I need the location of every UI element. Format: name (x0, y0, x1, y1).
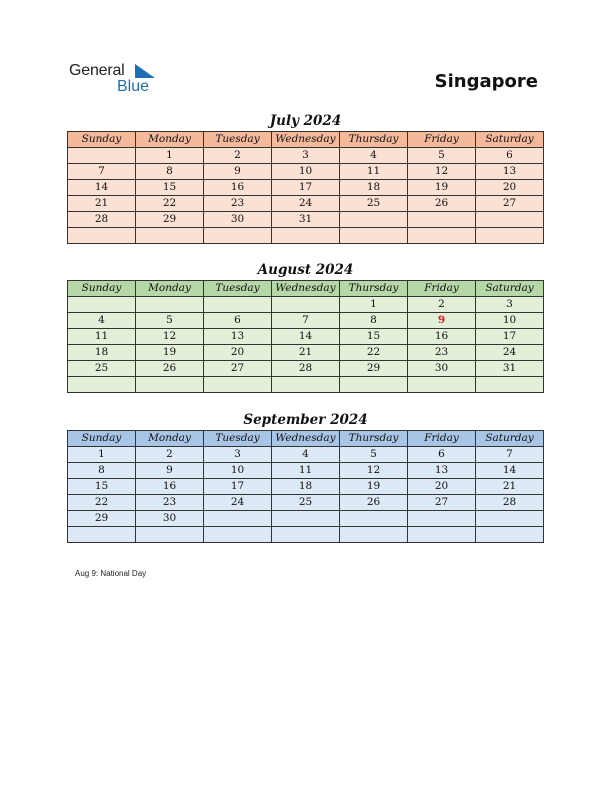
day-cell: 2 (204, 148, 272, 164)
day-cell: 17 (272, 180, 340, 196)
day-cell: 1 (340, 297, 408, 313)
day-cell: 10 (204, 463, 272, 479)
day-cell: 6 (408, 447, 476, 463)
week-row (68, 164, 544, 180)
day-cell: 28 (68, 212, 136, 228)
day-cell: 19 (136, 345, 204, 361)
day-cell: 20 (408, 479, 476, 495)
week-row (68, 297, 544, 313)
weekday-header-row (68, 281, 544, 297)
month-title: July 2024 (269, 113, 342, 129)
day-cell: 11 (272, 463, 340, 479)
day-cell: 13 (408, 463, 476, 479)
day-cell (408, 511, 476, 527)
week-row (68, 527, 544, 543)
day-cell: 13 (476, 164, 544, 180)
day-cell: 1 (136, 148, 204, 164)
day-cell (476, 511, 544, 527)
day-cell: 17 (204, 479, 272, 495)
week-row (68, 180, 544, 196)
day-cell: 27 (204, 361, 272, 377)
weekday-header: Wednesday (272, 281, 340, 297)
day-cell: 16 (136, 479, 204, 495)
day-cell: 23 (136, 495, 204, 511)
day-cell: 29 (340, 361, 408, 377)
day-cell: 16 (408, 329, 476, 345)
day-cell: 26 (340, 495, 408, 511)
day-cell: 14 (476, 463, 544, 479)
weekday-header: Saturday (476, 431, 544, 447)
day-cell: 30 (204, 212, 272, 228)
day-cell: 28 (272, 361, 340, 377)
week-row (68, 463, 544, 479)
day-cell: 7 (68, 164, 136, 180)
day-cell: 2 (408, 297, 476, 313)
week-row (68, 148, 544, 164)
day-cell: 4 (340, 148, 408, 164)
day-cell: 1 (68, 447, 136, 463)
day-cell (476, 527, 544, 543)
day-cell: 27 (408, 495, 476, 511)
day-cell: 25 (340, 196, 408, 212)
month-august (67, 260, 544, 393)
day-cell (136, 527, 204, 543)
day-cell: 8 (68, 463, 136, 479)
day-cell: 23 (204, 196, 272, 212)
day-cell: 26 (408, 196, 476, 212)
week-row (68, 313, 544, 329)
day-cell: 21 (68, 196, 136, 212)
day-cell: 20 (204, 345, 272, 361)
day-cell: 22 (340, 345, 408, 361)
day-cell (408, 377, 476, 393)
day-cell (340, 212, 408, 228)
day-cell: 5 (136, 313, 204, 329)
day-cell (68, 527, 136, 543)
day-cell: 21 (476, 479, 544, 495)
weekday-header: Monday (136, 431, 204, 447)
day-cell: 18 (340, 180, 408, 196)
day-cell: 29 (136, 212, 204, 228)
weekday-header: Wednesday (272, 431, 340, 447)
day-cell: 13 (204, 329, 272, 345)
week-row (68, 377, 544, 393)
day-cell: 3 (476, 297, 544, 313)
weekday-header: Sunday (68, 281, 136, 297)
day-cell: 11 (68, 329, 136, 345)
day-cell: 10 (272, 164, 340, 180)
day-cell: 5 (340, 447, 408, 463)
day-cell: 14 (272, 329, 340, 345)
day-cell (340, 527, 408, 543)
day-cell: 11 (340, 164, 408, 180)
day-cell: 27 (476, 196, 544, 212)
logo-triangle-icon (133, 64, 157, 78)
day-cell: 12 (340, 463, 408, 479)
weekday-header: Friday (408, 431, 476, 447)
weekday-header: Thursday (340, 431, 408, 447)
month-title: September 2024 (243, 412, 368, 428)
day-cell (136, 228, 204, 244)
logo-text-blue: Blue (117, 78, 150, 95)
day-cell: 9 (136, 463, 204, 479)
day-cell: 30 (136, 511, 204, 527)
day-cell: 7 (272, 313, 340, 329)
week-row (68, 361, 544, 377)
day-cell (272, 527, 340, 543)
day-cell: 26 (136, 361, 204, 377)
day-cell: 24 (272, 196, 340, 212)
day-cell: 7 (476, 447, 544, 463)
day-cell (408, 212, 476, 228)
day-cell (340, 228, 408, 244)
day-cell: 12 (136, 329, 204, 345)
weekday-header: Thursday (340, 281, 408, 297)
day-cell (68, 377, 136, 393)
day-cell: 8 (340, 313, 408, 329)
day-cell (340, 377, 408, 393)
week-row (68, 479, 544, 495)
weekday-header: Friday (408, 132, 476, 148)
day-cell: 15 (68, 479, 136, 495)
weekday-header: Sunday (68, 431, 136, 447)
day-cell: 2 (136, 447, 204, 463)
day-cell: 22 (136, 196, 204, 212)
day-cell: 10 (476, 313, 544, 329)
week-row (68, 447, 544, 463)
weekday-header: Sunday (68, 132, 136, 148)
day-cell (68, 297, 136, 313)
holiday-note: Aug 9: National Day (75, 569, 147, 578)
day-cell (408, 228, 476, 244)
day-cell: 21 (272, 345, 340, 361)
day-cell: 18 (68, 345, 136, 361)
day-cell: 31 (476, 361, 544, 377)
day-cell: 6 (476, 148, 544, 164)
logo (69, 62, 169, 98)
day-cell (204, 297, 272, 313)
day-cell: 30 (408, 361, 476, 377)
calendar-table (67, 280, 544, 393)
day-cell (340, 511, 408, 527)
day-cell: 18 (272, 479, 340, 495)
day-cell: 25 (68, 361, 136, 377)
day-cell (476, 228, 544, 244)
week-row (68, 228, 544, 244)
calendar-table (67, 430, 544, 543)
day-cell (476, 212, 544, 228)
day-cell (272, 228, 340, 244)
day-cell (408, 527, 476, 543)
day-cell: 9 (204, 164, 272, 180)
day-cell: 22 (68, 495, 136, 511)
day-cell-holiday: 9 (408, 313, 476, 329)
weekday-header: Tuesday (204, 281, 272, 297)
day-cell: 23 (408, 345, 476, 361)
weekday-header: Monday (136, 132, 204, 148)
day-cell: 5 (408, 148, 476, 164)
day-cell: 15 (136, 180, 204, 196)
weekday-header: Saturday (476, 281, 544, 297)
day-cell (204, 228, 272, 244)
day-cell (204, 527, 272, 543)
weekday-header: Tuesday (204, 132, 272, 148)
day-cell: 16 (204, 180, 272, 196)
weekday-header: Wednesday (272, 132, 340, 148)
day-cell: 8 (136, 164, 204, 180)
weekday-header: Tuesday (204, 431, 272, 447)
month-july (67, 111, 544, 244)
day-cell: 28 (476, 495, 544, 511)
day-cell (136, 297, 204, 313)
week-row (68, 345, 544, 361)
day-cell: 19 (408, 180, 476, 196)
month-september (67, 410, 544, 543)
weekday-header: Thursday (340, 132, 408, 148)
day-cell: 17 (476, 329, 544, 345)
day-cell: 6 (204, 313, 272, 329)
week-row (68, 329, 544, 345)
calendar-table (67, 131, 544, 244)
day-cell: 31 (272, 212, 340, 228)
weekday-header: Saturday (476, 132, 544, 148)
day-cell (204, 511, 272, 527)
day-cell (68, 148, 136, 164)
day-cell (272, 377, 340, 393)
day-cell: 12 (408, 164, 476, 180)
day-cell: 29 (68, 511, 136, 527)
day-cell: 4 (68, 313, 136, 329)
month-title: August 2024 (257, 262, 354, 278)
logo-text-general: General (69, 62, 125, 79)
day-cell: 24 (204, 495, 272, 511)
day-cell (476, 377, 544, 393)
weekday-header: Monday (136, 281, 204, 297)
day-cell: 25 (272, 495, 340, 511)
day-cell: 3 (272, 148, 340, 164)
week-row (68, 212, 544, 228)
week-row (68, 196, 544, 212)
day-cell: 24 (476, 345, 544, 361)
day-cell (68, 228, 136, 244)
day-cell: 15 (340, 329, 408, 345)
day-cell (204, 377, 272, 393)
day-cell (136, 377, 204, 393)
day-cell (272, 297, 340, 313)
weekday-header-row (68, 431, 544, 447)
week-row (68, 511, 544, 527)
day-cell: 14 (68, 180, 136, 196)
day-cell: 3 (204, 447, 272, 463)
day-cell (272, 511, 340, 527)
week-row (68, 495, 544, 511)
weekday-header: Friday (408, 281, 476, 297)
day-cell: 4 (272, 447, 340, 463)
day-cell: 20 (476, 180, 544, 196)
weekday-header-row (68, 132, 544, 148)
country-title: Singapore (434, 71, 538, 92)
day-cell: 19 (340, 479, 408, 495)
